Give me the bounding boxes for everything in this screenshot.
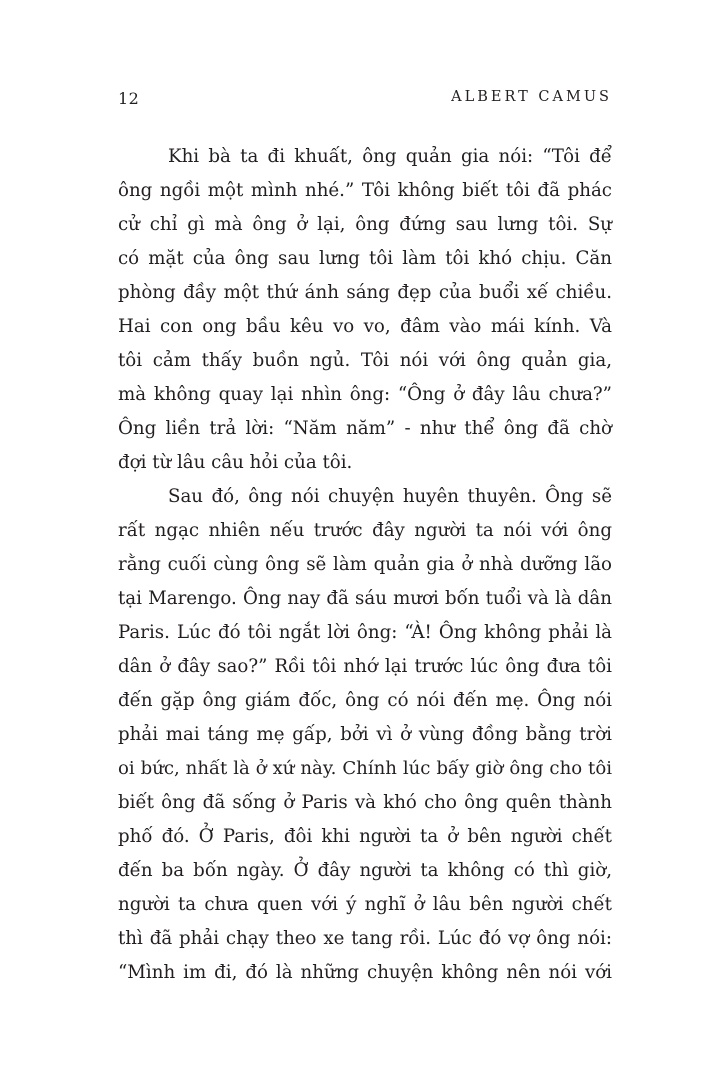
text-line: có mặt của ông sau lưng tôi làm tôi khó chịu. Căn (118, 248, 612, 269)
text-line: đến gặp ông giám đốc, ông có nói đến mẹ. Ông nói (118, 690, 612, 711)
text-line: phòng đầy một thứ ánh sáng đẹp của buổi xế chiều. (118, 282, 612, 303)
text-line: “Mình im đi, đó là những chuyện không nên nói với (118, 962, 612, 983)
text-line: người ta chưa quen với ý nghĩ ở lâu bên người chết (118, 894, 612, 915)
text-line: tôi cảm thấy buồn ngủ. Tôi nói với ông quản gia, (118, 350, 612, 371)
paragraph-2 (118, 480, 612, 990)
text-line: tại Marengo. Ông nay đã sáu mươi bốn tuổi và là dân (118, 588, 612, 609)
text-line: ông ngồi một mình nhé.” Tôi không biết tôi đã phác (118, 180, 612, 201)
text-line: dân ở đây sao?” Rồi tôi nhớ lại trước lúc ông đưa tôi (118, 656, 612, 677)
text-line: biết ông đã sống ở Paris và khó cho ông quên thành (118, 792, 612, 813)
text-line: mà không quay lại nhìn ông: “Ông ở đây lâu chưa?” (118, 384, 612, 405)
text-line: oi bức, nhất là ở xứ này. Chính lúc bấy giờ ông cho tôi (118, 758, 612, 779)
text-line: rất ngạc nhiên nếu trước đây người ta nói với ông (118, 520, 612, 541)
text-line: Ông liền trả lời: “Năm năm” - như thể ông đã chờ (118, 418, 612, 439)
text-line: Sau đó, ông nói chuyện huyên thuyên. Ông sẽ (168, 486, 612, 507)
text-line: phải mai táng mẹ gấp, bởi vì ở vùng đồng bằng trời (118, 724, 612, 745)
text-line: rằng cuối cùng ông sẽ làm quản gia ở nhà dưỡng lão (118, 554, 612, 575)
text-line: thì đã phải chạy theo xe tang rồi. Lúc đó vợ ông nói: (118, 928, 612, 949)
running-head-author: ALBERT CAMUS (451, 89, 612, 105)
body-text (118, 140, 612, 990)
paragraph-1 (118, 140, 612, 480)
text-line: đợi từ lâu câu hỏi của tôi. (118, 452, 353, 473)
text-line: Paris. Lúc đó tôi ngắt lời ông: “À! Ông không phải là (118, 622, 612, 643)
text-line: Hai con ong bầu kêu vo vo, đâm vào mái kính. Và (118, 316, 612, 337)
text-line: đến ba bốn ngày. Ở đây người ta không có thì giờ, (118, 860, 612, 881)
page-header (118, 89, 612, 113)
text-line: phố đó. Ở Paris, đôi khi người ta ở bên người chết (118, 826, 612, 847)
page-number: 12 (118, 89, 140, 108)
text-line: cử chỉ gì mà ông ở lại, ông đứng sau lưng tôi. Sự (118, 214, 612, 235)
text-line: Khi bà ta đi khuất, ông quản gia nói: “Tôi để (168, 146, 612, 167)
